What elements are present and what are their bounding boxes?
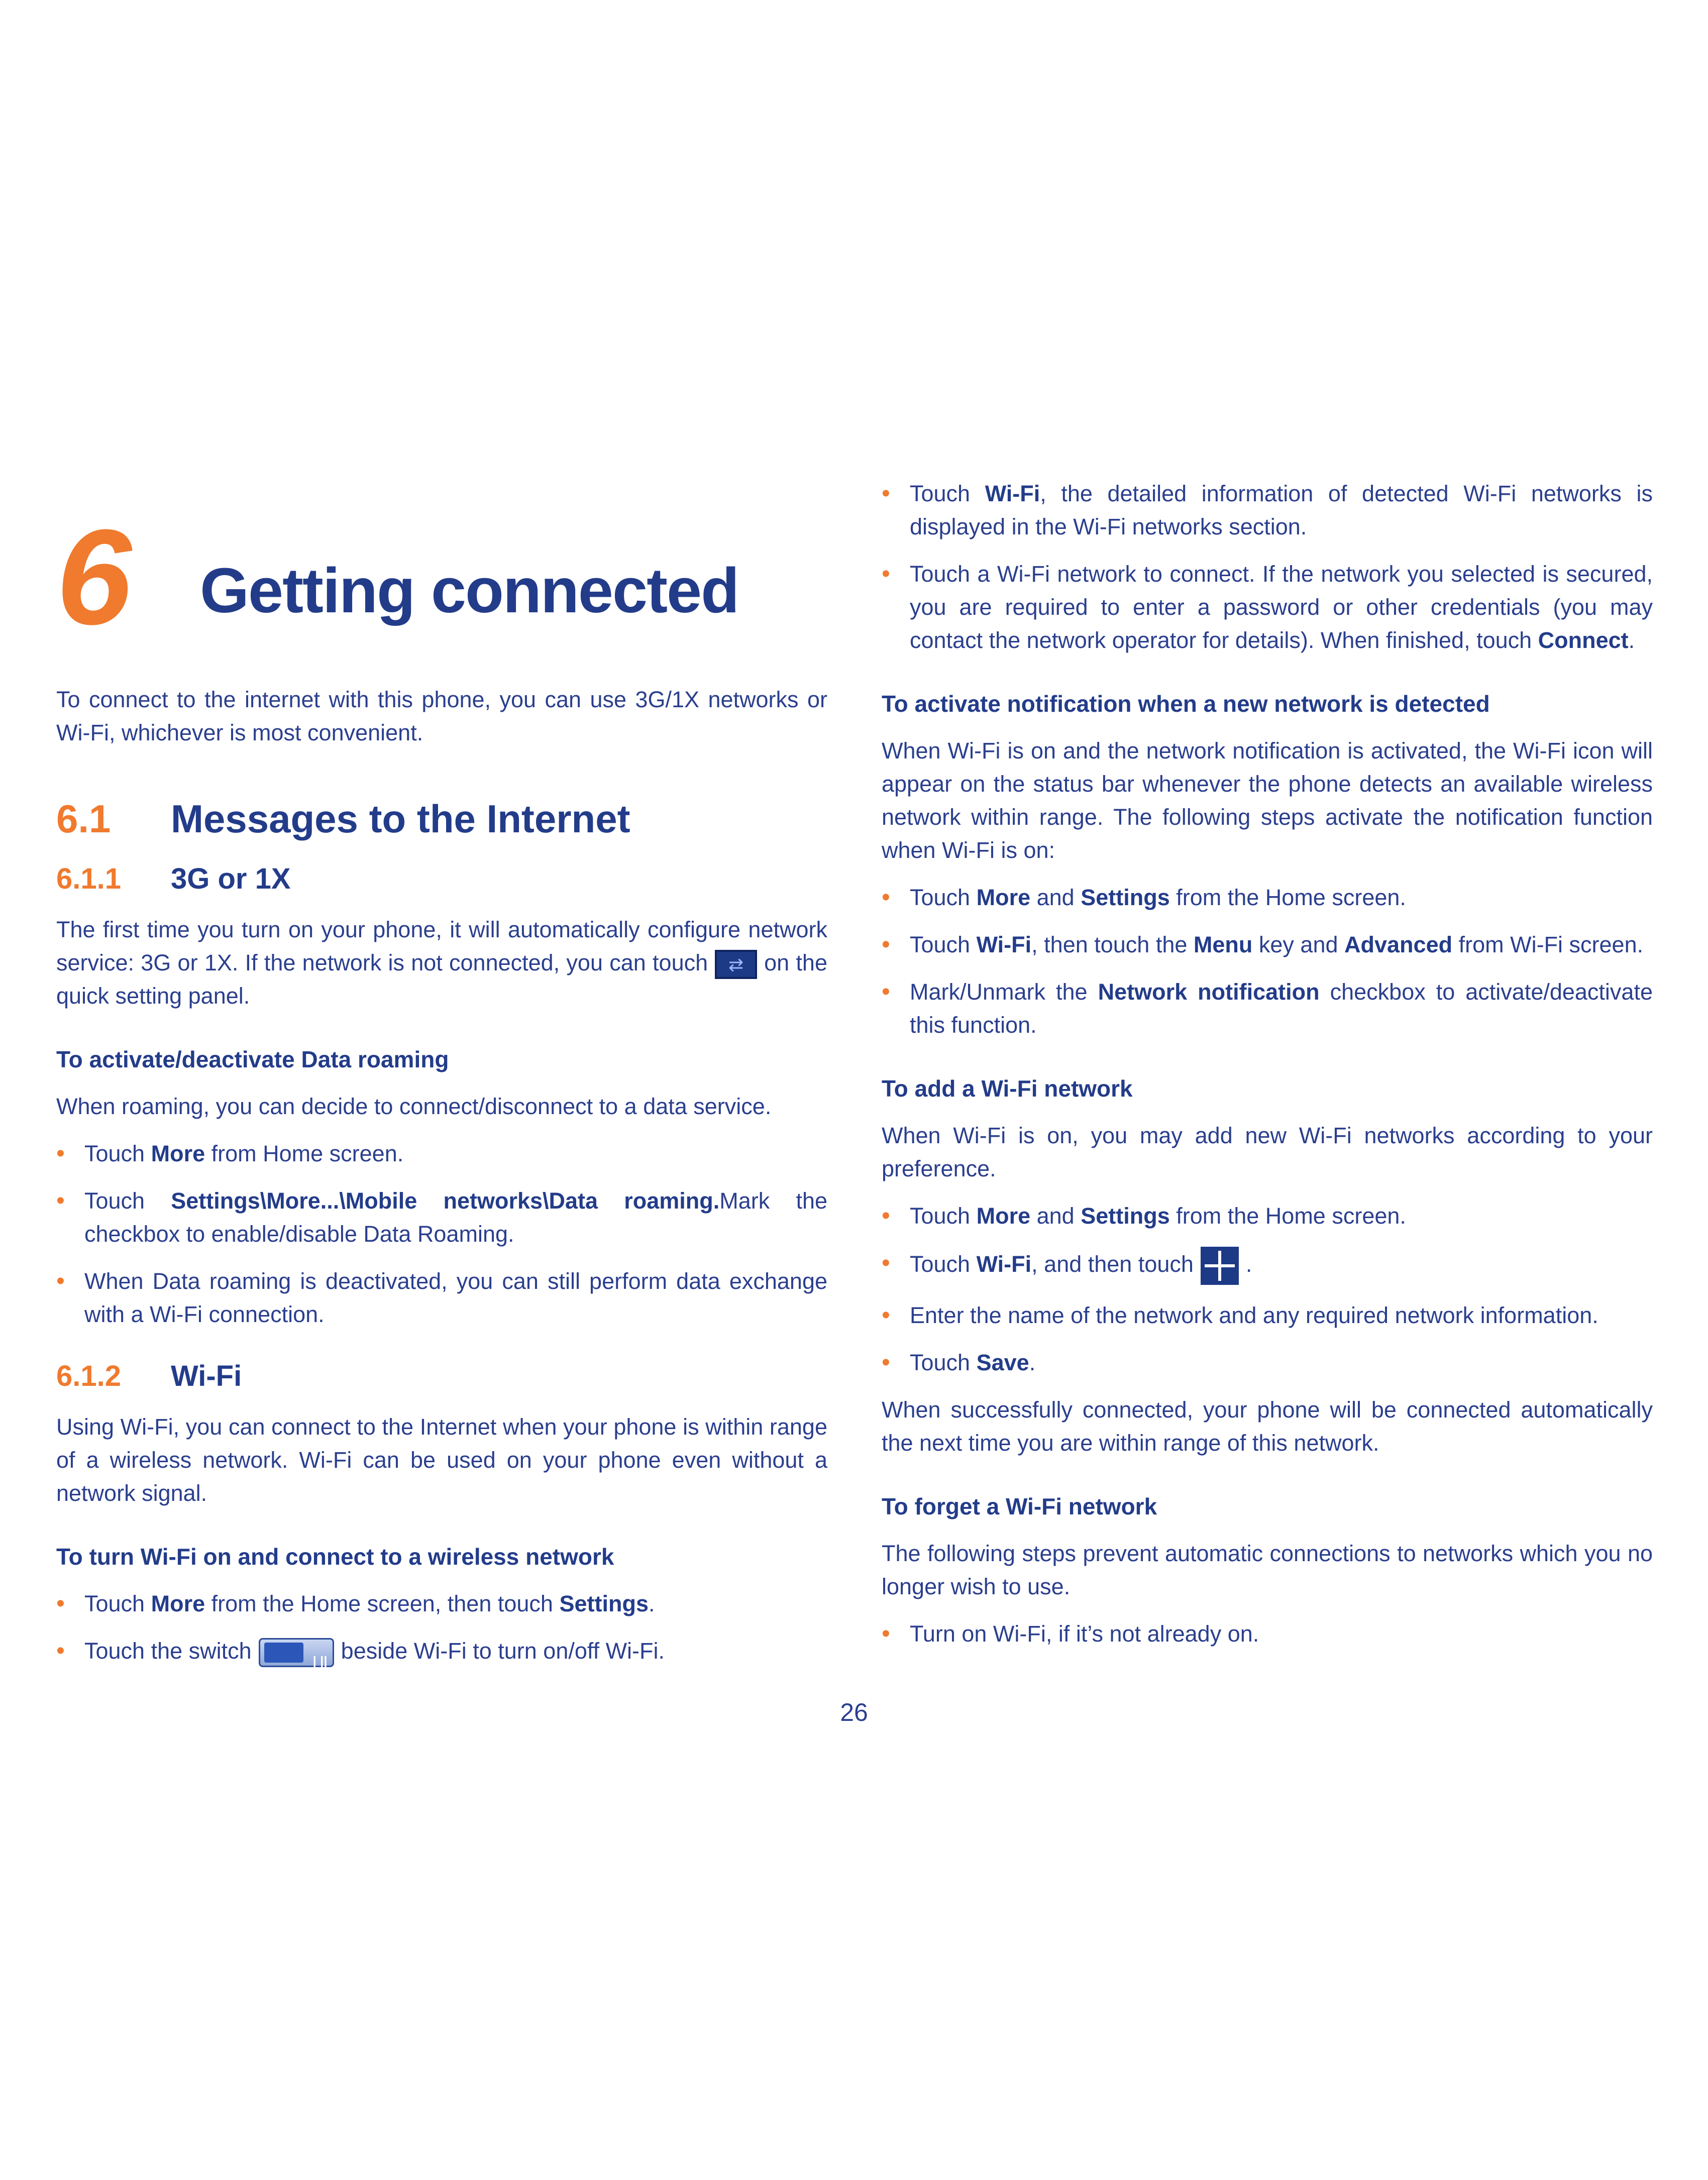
list-item: • When Data roaming is deactivated, you can still perform data exchange with a Wi-Fi connection.	[56, 1265, 827, 1331]
paragraph: Using Wi-Fi, you can connect to the Internet when your phone is within range of a wireless network. Wi-Fi can be used on your phone even without a network signal.	[56, 1414, 827, 1506]
list-item: • Touch a Wi-Fi network to connect. If the network you selected is secured, you are required to enter a password or other credentials (you may contact the network operator for details). When finished, touch Connect.	[882, 558, 1653, 657]
list-item: • Touch More from Home screen.	[56, 1137, 827, 1170]
bullet-list	[56, 1587, 827, 1668]
list-item: • Touch More and Settings from the Home screen.	[882, 1200, 1653, 1233]
paragraph: The first time you turn on your phone, it will automatically configure network service: 3G or 1X. If the network is not connected, you can touch⇄ on the quick setting panel.	[56, 913, 827, 1013]
intro-paragraph: To connect to the internet with this phone, you can use 3G/1X networks or Wi-Fi, whichever is most convenient.	[56, 687, 827, 745]
bullet-list	[882, 477, 1653, 657]
section-6-1-heading	[56, 794, 827, 844]
paragraph: When Wi-Fi is on and the network notification is activated, the Wi-Fi icon will appear on the status bar whenever the phone detects an available wireless network within range. The following steps activate the notification function when Wi-Fi is on:	[882, 738, 1653, 863]
wifi-switch-icon	[259, 1638, 334, 1667]
section-title: Messages to the Internet	[171, 797, 630, 841]
section-number: 6.1.2	[56, 1360, 121, 1392]
bullet-list	[882, 1200, 1653, 1379]
list-item: • Turn on Wi-Fi, if it’s not already on.	[882, 1617, 1653, 1651]
bullet-list	[56, 1137, 827, 1331]
paragraph: When Wi-Fi is on, you may add new Wi-Fi networks according to your preference.	[882, 1123, 1653, 1181]
right-column	[882, 477, 1653, 1651]
paragraph: The following steps prevent automatic connections to networks which you no longer wish to use.	[882, 1541, 1653, 1599]
bullet-list	[882, 1617, 1653, 1651]
section-6-1-2-heading	[56, 1356, 827, 1396]
chapter-number: 6	[56, 502, 132, 653]
bullet-list	[882, 881, 1653, 1042]
subheading-data-roaming: To activate/deactivate Data roaming	[56, 1046, 449, 1072]
list-item: • Mark/Unmark the Network notification checkbox to activate/deactivate this function.	[882, 975, 1653, 1042]
left-column	[56, 482, 827, 1668]
list-item: • Touch Wi-Fi, the detailed information of detected Wi-Fi networks is displayed in the Wi-Fi networks section.	[882, 477, 1653, 543]
subheading-forget-network: To forget a Wi-Fi network	[882, 1493, 1157, 1519]
list-item: • Touch Wi-Fi, then touch the Menu key and Advanced from Wi-Fi screen.	[882, 928, 1653, 961]
list-item: • Touch Wi-Fi, and then touch .	[882, 1247, 1653, 1285]
list-item: • Enter the name of the network and any required network information.	[882, 1299, 1653, 1332]
list-item: • Touch Save.	[882, 1346, 1653, 1379]
section-title: Wi-Fi	[171, 1360, 242, 1392]
list-item: • Touch Settings\More...\Mobile networks\Data roaming.Mark the checkbox to enable/disable Data Roaming.	[56, 1184, 827, 1251]
subheading-notification: To activate notification when a new network is detected	[882, 691, 1490, 717]
list-item: • Touch More and Settings from the Home screen.	[882, 881, 1653, 914]
section-title: 3G or 1X	[171, 862, 291, 895]
page-number: 26	[840, 1698, 868, 1726]
chapter-title: Getting connected	[200, 555, 739, 626]
section-number: 6.1.1	[56, 862, 121, 895]
subheading-turn-wifi-on: To turn Wi-Fi on and connect to a wireless network	[56, 1544, 614, 1570]
paragraph: When roaming, you can decide to connect/disconnect to a data service.	[56, 1094, 772, 1119]
add-plus-icon	[1201, 1247, 1239, 1285]
list-item: • Touch the switch| || beside Wi-Fi to turn on/off Wi-Fi.	[56, 1634, 827, 1668]
paragraph: When successfully connected, your phone will be connected automatically the next time you are within range of this network.	[882, 1397, 1653, 1456]
section-6-1-1-heading	[56, 859, 827, 899]
section-number: 6.1	[56, 797, 111, 841]
list-item: • Touch More from the Home screen, then touch Settings.	[56, 1587, 827, 1620]
data-connection-icon	[715, 950, 757, 979]
subheading-add-network: To add a Wi-Fi network	[882, 1075, 1133, 1102]
